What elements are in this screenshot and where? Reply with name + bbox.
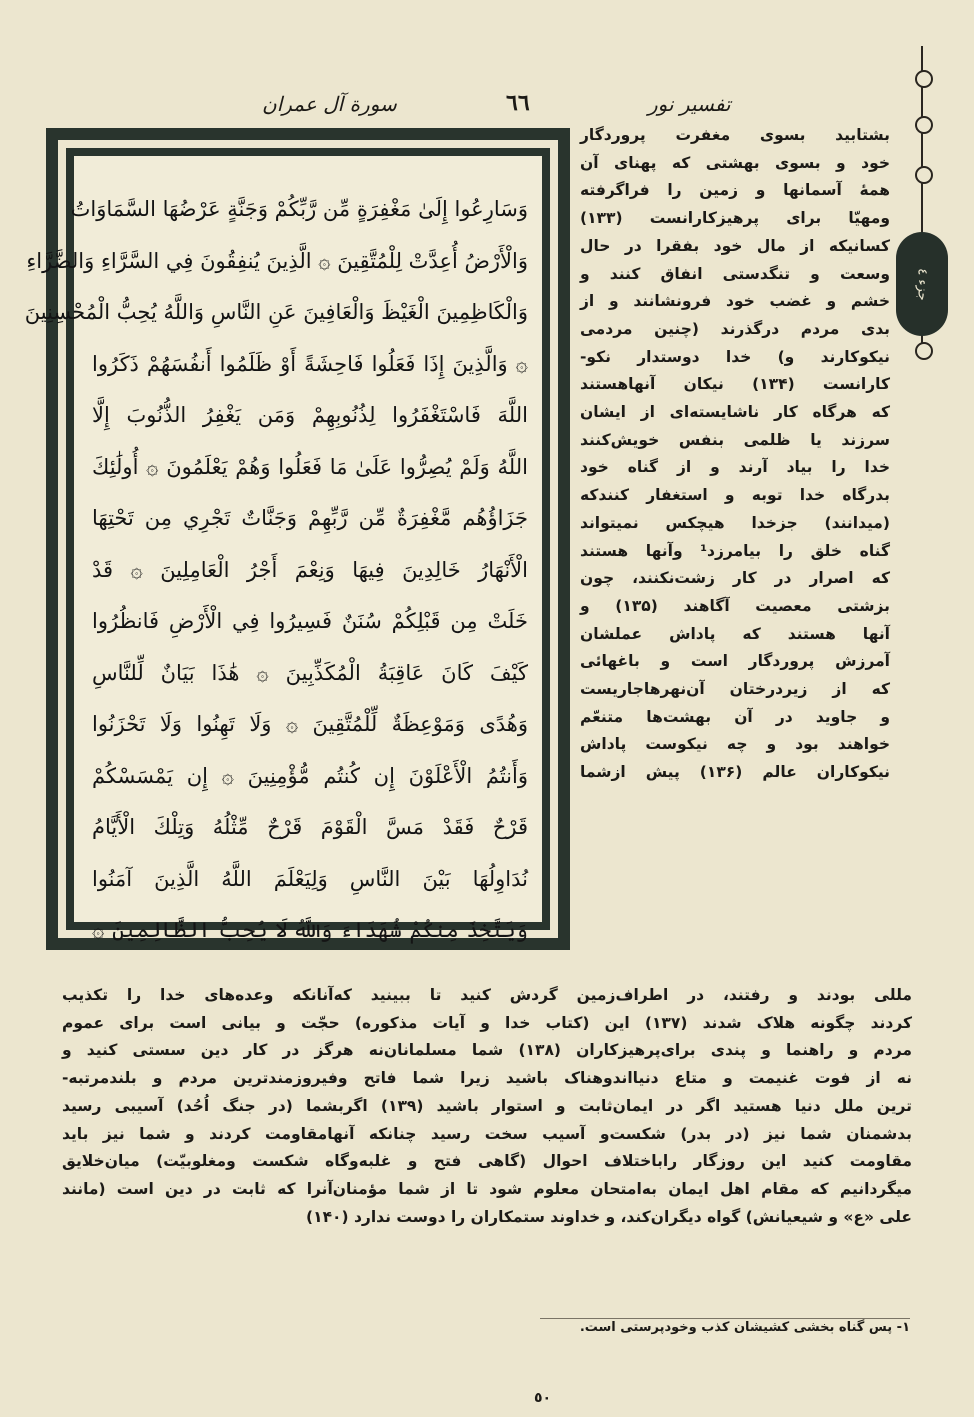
translation-full-width xyxy=(62,982,912,1312)
quran-line: وَسَارِعُوا إِلَىٰ مَغْفِرَةٍ مِّن رَّبِّكُمْ وَجَنَّةٍ عَرْضُهَا السَّمَاوَاتُ xyxy=(70,197,528,221)
translation-line: مقاومت کنید این روزگار راباختلاف احوال (گاهی فتح و غلبه‌وگاه شکست ومغلوبیّت) میان‌خلایق xyxy=(62,1152,912,1171)
translation-line: کردند چگونه هلاک شدند (۱۳۷) این (کتاب خدا و آیات مذکوره) حجّت و بیانی است برای عموم xyxy=(62,1013,912,1032)
translation-line: بشتابید بسوی مغفرت پروردگار xyxy=(580,126,890,144)
signature-mark: ٥٠ xyxy=(534,1390,552,1406)
page-number: ٦٦ xyxy=(506,90,530,116)
translation-side-column xyxy=(580,122,890,982)
translation-line: که هرگاه کار ناشایسته‌ای از ایشان xyxy=(580,403,890,422)
quran-line: قَرْحٌ فَقَدْ مَسَّ الْقَوْمَ قَرْحٌ مِّثْلُهُ وَتِلْكَ الْأَيَّامُ xyxy=(92,815,528,839)
quran-line: وَهُدًى وَمَوْعِظَةٌ لِّلْمُتَّقِينَ ۞ وَلَا تَهِنُوا وَلَا تَحْزَنُوا xyxy=(92,712,528,736)
translation-line: خود و بسوی بهشتی که پهنای آن xyxy=(580,153,890,172)
translation-line: آنها هستند که پاداش عملشان xyxy=(580,624,890,643)
quran-line: خَلَتْ مِن قَبْلِكُمْ سُنَنٌ فَسِيرُوا فِي الْأَرْضِ فَانظُرُوا xyxy=(92,609,528,633)
translation-line: خواهند بود و چه نیکوست پاداش xyxy=(580,735,890,754)
translation-line: مللی بودند و رفتند، در اطراف‌زمین گردش کنید تا ببینید که‌آنانکه وعده‌های خدا را تکذیب xyxy=(62,986,912,1004)
translation-line: بدی مردم درگذرند (چنین مردمی xyxy=(580,319,890,338)
footnote: ۱- پس گناه بخشی کشیشان کذب وخودپرستی است. xyxy=(579,1320,910,1335)
translation-line: وسعت و تنگدستی انفاق کنند و xyxy=(580,264,890,283)
quran-line: وَيَتَّخِذَ مِنكُمْ شُهَدَاءَ وَاللَّهُ لَا يُحِبُّ الظَّالِمِينَ ۞ xyxy=(92,918,528,942)
surah-title: سورة آل عمران xyxy=(262,92,397,116)
translation-line: که اصرار در کار زشت‌نکنند، چون xyxy=(580,569,890,588)
translation-line: خشم و غضب خود فرونشانند و از xyxy=(580,292,890,311)
juz-medallion xyxy=(896,232,948,336)
quran-line: اللَّهَ فَاسْتَغْفَرُوا لِذُنُوبِهِمْ وَمَن يَغْفِرُ الذُّنُوبَ إِلَّا xyxy=(92,403,528,427)
translation-line: آمرزش پروردگار است و باغهائی xyxy=(580,652,890,671)
translation-line: که از زیردرختان آن‌نهرهاجاریست xyxy=(580,680,890,699)
translation-line: مردم و راهنما و پندی برای‌پرهیزکاران (۱۳۸) شما مسلمانان‌نه هرگز در کار دین سستی کنید و xyxy=(62,1041,912,1060)
translation-line: گناه خلق را بیامرزد¹ وآنها هستند xyxy=(580,541,890,560)
quran-text-block xyxy=(24,184,528,942)
quran-line: وَالْكَاظِمِينَ الْغَيْظَ وَالْعَافِينَ عَنِ النَّاسِ وَاللَّهُ يُحِبُّ الْمُحْسِنِينَ xyxy=(24,300,528,324)
translation-line: نیکوکاران عالم (۱۳۶) پیش ازشما xyxy=(580,763,890,782)
quran-line: وَالْأَرْضُ أُعِدَّتْ لِلْمُتَّقِينَ ۞ الَّذِينَ يُنفِقُونَ فِي السَّرَّاءِ وَالضَّرَّاءِ xyxy=(26,248,528,273)
translation-line: ترین ملل دنیا هستید اگر در ایمان‌ثابت و استوار باشید (۱۳۹) اگربشما (در جنگ اُحُد) آسیبی رسید xyxy=(62,1096,912,1115)
translation-line: بدشمنان شما نیز (در بدر) شکست‌و آسیب سخت رسید چنانکه آنهامقاومت کردند و شما نیز باید xyxy=(62,1124,912,1143)
translation-line: بزشتی معصیت آگاهند (۱۳۵) و xyxy=(580,596,890,615)
juz-label: جزء ٤ xyxy=(914,267,930,301)
translation-line: کارانست (۱۳۴) نیکان آنهاهستند xyxy=(580,375,890,394)
translation-line: نه از فوت غنیمت و متاع دنیااندوهناک باشید زیرا شما فاتح وفیروزمندترین مردم و بلندمرتبه- xyxy=(62,1069,912,1088)
translation-line: کسانیکه از مال خود بفقرا در حال xyxy=(580,236,890,255)
translation-line: بدرگاه خدا توبه و استغفار کنندکه xyxy=(580,486,890,505)
quran-line: اللَّهُ وَلَمْ يُصِرُّوا عَلَىٰ مَا فَعَلُوا وَهُمْ يَعْلَمُونَ ۞ أُولَٰئِكَ xyxy=(92,454,528,479)
translation-line: میگردانیم که مقام اهل ایمان به‌امتحان معلوم شود تا از شما مؤمنان‌آنرا که ثابت در دین است (مانند xyxy=(62,1179,912,1198)
quran-line: نُدَاوِلُهَا بَيْنَ النَّاسِ وَلِيَعْلَمَ اللَّهُ الَّذِينَ آمَنُوا xyxy=(92,866,528,891)
translation-line: ومهیّا برای پرهیزکارانست (۱۳۳) xyxy=(580,209,890,228)
translation-line: خدا را بیاد آرند و از گناه خود xyxy=(580,458,890,477)
translation-line: همهٔ آسمانها و زمین را فراگرفته xyxy=(580,181,890,200)
quran-line: كَيْفَ كَانَ عَاقِبَةُ الْمُكَذِّبِينَ ۞ هَٰذَا بَيَانٌ لِّلنَّاسِ xyxy=(92,660,528,685)
quran-line: ۞ وَالَّذِينَ إِذَا فَعَلُوا فَاحِشَةً أَوْ ظَلَمُوا أَنفُسَهُمْ ذَكَرُوا xyxy=(92,351,528,376)
running-header xyxy=(0,88,974,122)
translation-line: سرزند یا ظلمی بنفس خویش‌کنند xyxy=(580,430,890,449)
translation-line: نیکوکارند و) خدا دوستدار نکو- xyxy=(580,347,890,366)
book-title: تفسير نور xyxy=(648,92,731,116)
quran-line: وَأَنتُمُ الْأَعْلَوْنَ إِن كُنتُم مُّؤْمِنِينَ ۞ إِن يَمْسَسْكُمْ xyxy=(92,763,528,788)
juz-ornament-icon xyxy=(896,46,948,356)
translation-line: علی «ع» و شیعیانش) گواه دیگران‌کند، و خداوند ستمکاران را دوست ندارد (۱۴۰) xyxy=(306,1207,912,1226)
footnote-divider xyxy=(540,1318,910,1319)
translation-line: (میدانند) جزخدا هیچکس نمیتواند xyxy=(580,513,890,532)
quran-line: الْأَنْهَارُ خَالِدِينَ فِيهَا وَنِعْمَ أَجْرُ الْعَامِلِينَ ۞ قَدْ xyxy=(92,557,528,582)
translation-line: و جاوید در آن بهشت‌ها متنعّم xyxy=(580,707,890,726)
quran-line: جَزَاؤُهُم مَّغْفِرَةٌ مِّن رَّبِّهِمْ وَجَنَّاتٌ تَجْرِي مِن تَحْتِهَا xyxy=(92,506,528,530)
